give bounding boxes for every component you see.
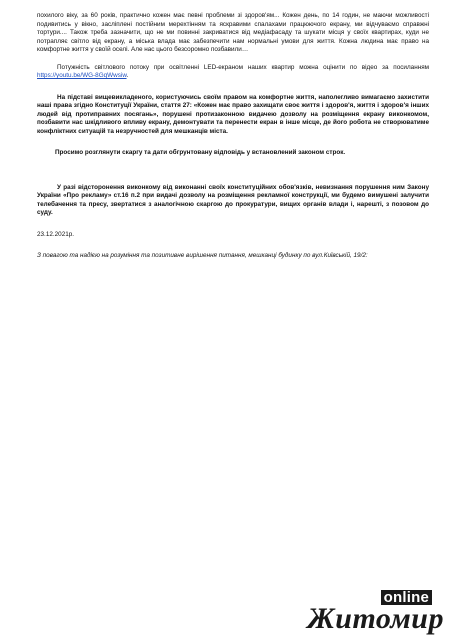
document-date: 23.12.2021р. <box>37 230 75 238</box>
paragraph-video <box>37 64 429 81</box>
video-link[interactable]: https://youtu.be/WG-8GqWwsiw <box>37 72 127 79</box>
logo-wordmark: Житомир <box>307 602 444 635</box>
video-text: Потужність світлового потоку при освітленні LED-екраном наших квартир можна оцінити по відео за посиланням <box>57 63 429 71</box>
paragraph-signature: З повагою та надією на розуміння та позитивне вирішення питання, мешканці будинку по вул.Київській, 19/2: <box>37 252 368 259</box>
paragraph-warning: У разі відсторонення виконкому від виконанні своїх конституційних обов'язків, невизнання порушення ним Закону України «Про рекламу» ст.16 п.2 при видачі дозволу на розміщення рекламної конструкції, ми будемо вимушені залучити телебачення та пресу, звертатися з аналогічною скаргою до прокуратури, вищих органів влади і, нарешті, з позовом до суду. <box>37 183 429 216</box>
site-logo[interactable] <box>274 590 444 634</box>
document-page <box>37 12 429 261</box>
paragraph-health: похилого віку, за 60 років, практично кожен має певні проблеми зі здоров'ям... Кожен день, по 14 годин, не маючи можливості подивитись у вікно, засліплені постійним мерехтінням та яскравими спалахами працюючого екрану, ми відчуваємо справжні тортури.... Також треба зазначити, що не ми повинні закриватися від медіафасаду та шукати місця у своїх квартирах, куди не потрапляє світло від екрану, а міська влада має забезпечити нам нормальні умови для життя. Кожна людина має право на комфортне життя у своїй оселі. Але нас цього безсоромно позбавили… <box>37 12 429 53</box>
paragraph-request: Просимо розглянути скаргу та дати обгрунтовану відповідь у встановлений законом строк. <box>55 149 346 156</box>
logo-online-badge: online <box>381 590 432 605</box>
video-text-end: . <box>126 72 129 79</box>
paragraph-demand: На підставі вищевикладеного, користуючись своїм правом на комфортне життя, наполегливо вимагаємо захистити наші права згідно Конституції України, стаття 27: «Кожен має право захищати своє життя і здоров'я, життя і здоров'я інших людей від протиправних посягань», порушені протизаконною видачею дозволу на розміщення екрану виконкомом, позбавити нас шкідливого впливу екрану, демонтувати та перенести екран в інше місце, де його робота не створюватиме конфліктних ситуацій та незручностей для мешканців міста. <box>37 93 429 135</box>
